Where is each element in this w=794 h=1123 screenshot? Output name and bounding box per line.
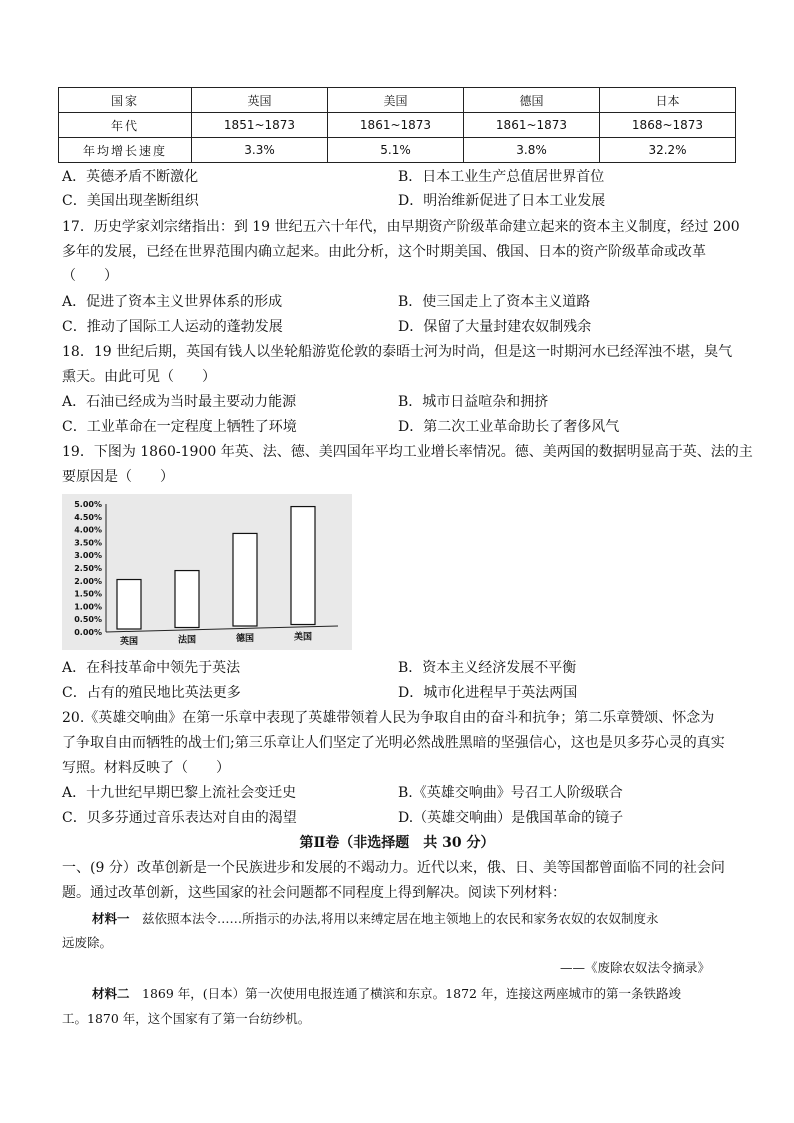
table-cell: 1861~1873	[328, 113, 464, 138]
q20-option-d: D.（英雄交响曲）是俄国革命的镜子	[398, 810, 624, 826]
q19-option-d: D．城市化进程早于英法两国	[398, 685, 578, 701]
table-cell: 英国	[192, 88, 328, 113]
q17-option-c: C．推动了国际工人运动的蓬勃发展	[62, 319, 283, 335]
q18-stem-line1: 18．19 世纪后期，英国有钱人以坐轮船游览伦敦的泰晤士河为时尚，但是这一时期河水已经浑浊不堪，臭气	[62, 344, 733, 360]
x-tick-label: 英国	[119, 637, 139, 647]
q20-option-b: B.《英雄交响曲》号召工人阶级联合	[398, 785, 623, 801]
y-tick-label: 3.50%	[74, 538, 102, 548]
bar	[291, 507, 315, 625]
bar	[117, 580, 141, 629]
q20-option-c: C．贝多芬通过音乐表达对自由的渴望	[62, 810, 297, 826]
material-1-source: ——《废除农奴法令摘录》	[560, 960, 711, 975]
y-tick-label: 2.00%	[74, 576, 102, 586]
q17-stem-line2: 多年的发展，已经在世界范围内确立起来。由此分析，这个时期美国、俄国、日本的资产阶级革命或改革	[62, 244, 706, 260]
q17-option-a: A．促进了资本主义世界体系的形成	[62, 294, 283, 310]
bar-series	[117, 507, 315, 629]
material-2-line1	[92, 985, 681, 1003]
table-cell: 1868~1873	[600, 113, 736, 138]
q20-stem-line2: 了争取自由而牺牲的战士们;第三乐章让人们坚定了光明必然战胜黑暗的坚强信心，这也是贝多芬心灵的真实	[62, 735, 725, 751]
q18-option-d: D．第二次工业革命助长了奢侈风气	[398, 419, 620, 435]
y-tick-label: 2.50%	[74, 564, 102, 573]
table-cell: 1861~1873	[464, 113, 600, 138]
table-cell: 美国	[328, 88, 464, 113]
growth-table	[58, 87, 736, 163]
table-cell: 5.1%	[328, 138, 464, 163]
material-1-label: 材料一	[92, 911, 130, 926]
q16-option-c: C．美国出现垄断组织	[62, 193, 199, 209]
y-tick-label: 0.50%	[74, 615, 102, 625]
y-tick-label: 0.00%	[74, 628, 102, 637]
section-intro-line2: 题。通过改革创新，这些国家的社会问题都不同程度上得到解决。阅读下列材料：	[62, 885, 566, 901]
q19-stem-line2: 要原因是（ ）	[62, 469, 174, 485]
bar-chart-svg	[62, 494, 352, 650]
x-tick-label: 德国	[235, 634, 255, 644]
table-cell: 年均增长速度	[59, 138, 192, 163]
table-row	[59, 113, 736, 138]
table-cell: 日本	[600, 88, 736, 113]
q17-option-d: D．保留了大量封建农奴制残余	[398, 319, 592, 335]
q18-option-b: B．城市日益喧杂和拥挤	[398, 394, 549, 410]
q19-stem-line1: 19．下图为 1860-1900 年英、法、德、美四国年平均工业增长率情况。德、美两国的数据明显高于英、法的主	[62, 444, 753, 460]
q18-option-a: A．石油已经成为当时最主要动力能源	[62, 394, 297, 410]
table-cell: 3.3%	[192, 138, 328, 163]
table-header-row	[59, 88, 736, 113]
y-tick-label: 4.00%	[74, 525, 102, 535]
table-cell: 3.8%	[464, 138, 600, 163]
q18-option-c: C．工业革命在一定程度上牺牲了环境	[62, 419, 297, 435]
y-axis	[74, 500, 102, 637]
q16-option-b: B．日本工业生产总值居世界首位	[398, 169, 605, 185]
q16-option-a: A．英德矛盾不断激化	[62, 169, 199, 185]
q19-option-a: A．在科技革命中领先于英法	[62, 660, 241, 676]
q17-option-b: B．使三国走上了资本主义道路	[398, 294, 591, 310]
y-tick-label: 3.00%	[74, 551, 102, 561]
section-intro-line1: 一、(9 分）改革创新是一个民族进步和发展的不竭动力。近代以来，俄、日、美等国都曾面临不同的社会问	[62, 860, 725, 876]
bar	[175, 571, 199, 628]
y-tick-label: 5.00%	[74, 500, 102, 509]
table-cell: 德国	[464, 88, 600, 113]
q19-option-c: C．占有的殖民地比英法更多	[62, 685, 241, 701]
q20-option-a: A．十九世纪早期巴黎上流社会变迁史	[62, 785, 297, 801]
y-tick-label: 4.50%	[74, 512, 102, 522]
x-tick-label: 美国	[293, 632, 313, 643]
material-2-text: 1869 年，(日本）第一次使用电报连通了横滨和东京。1872 年，连接这两座城市的第一条铁路竣	[129, 986, 681, 1001]
y-tick-label: 1.00%	[74, 602, 102, 612]
material-2-line2: 工。1870 年，这个国家有了第一台纺纱机。	[62, 1011, 311, 1026]
q18-stem-line2: 熏天。由此可见（ ）	[62, 369, 216, 385]
q17-stem-line3: （ ）	[62, 268, 118, 284]
material-1-line1	[92, 910, 659, 928]
section-title: 第Ⅱ卷（非选择题 共 30 分）	[299, 835, 495, 851]
table-cell: 国家	[59, 88, 192, 113]
table-row	[59, 138, 736, 163]
material-1-text: 兹依照本法令……所指示的办法,将用以来缚定居在地主领地上的农民和家务农奴的农奴制度永	[129, 911, 659, 926]
q20-stem-line1: 20.《英雄交响曲》在第一乐章中表现了英雄带领着人民为争取自由的奋斗和抗争；第二乐章赞颂、怀念为	[62, 710, 715, 726]
q16-option-d: D．明治维新促进了日本工业发展	[398, 193, 606, 209]
x-axis-labels	[120, 631, 312, 648]
q20-stem-line3: 写照。材料反映了（ ）	[62, 760, 230, 776]
material-2-label: 材料二	[92, 986, 130, 1001]
q19-option-b: B．资本主义经济发展不平衡	[398, 660, 577, 676]
q17-stem-line1: 17．历史学家刘宗绪指出：到 19 世纪五六十年代，由早期资产阶级革命建立起来的资本主义制度，经过 200	[62, 219, 740, 235]
x-tick-label: 法国	[177, 635, 197, 646]
table-cell: 1851~1873	[192, 113, 328, 138]
table-cell: 年代	[59, 113, 192, 138]
growth-bar-chart	[62, 494, 352, 650]
bar	[233, 533, 257, 626]
table-cell: 32.2%	[600, 138, 736, 163]
y-tick-label: 1.50%	[74, 589, 102, 599]
material-1-line2: 远废除。	[62, 935, 113, 950]
